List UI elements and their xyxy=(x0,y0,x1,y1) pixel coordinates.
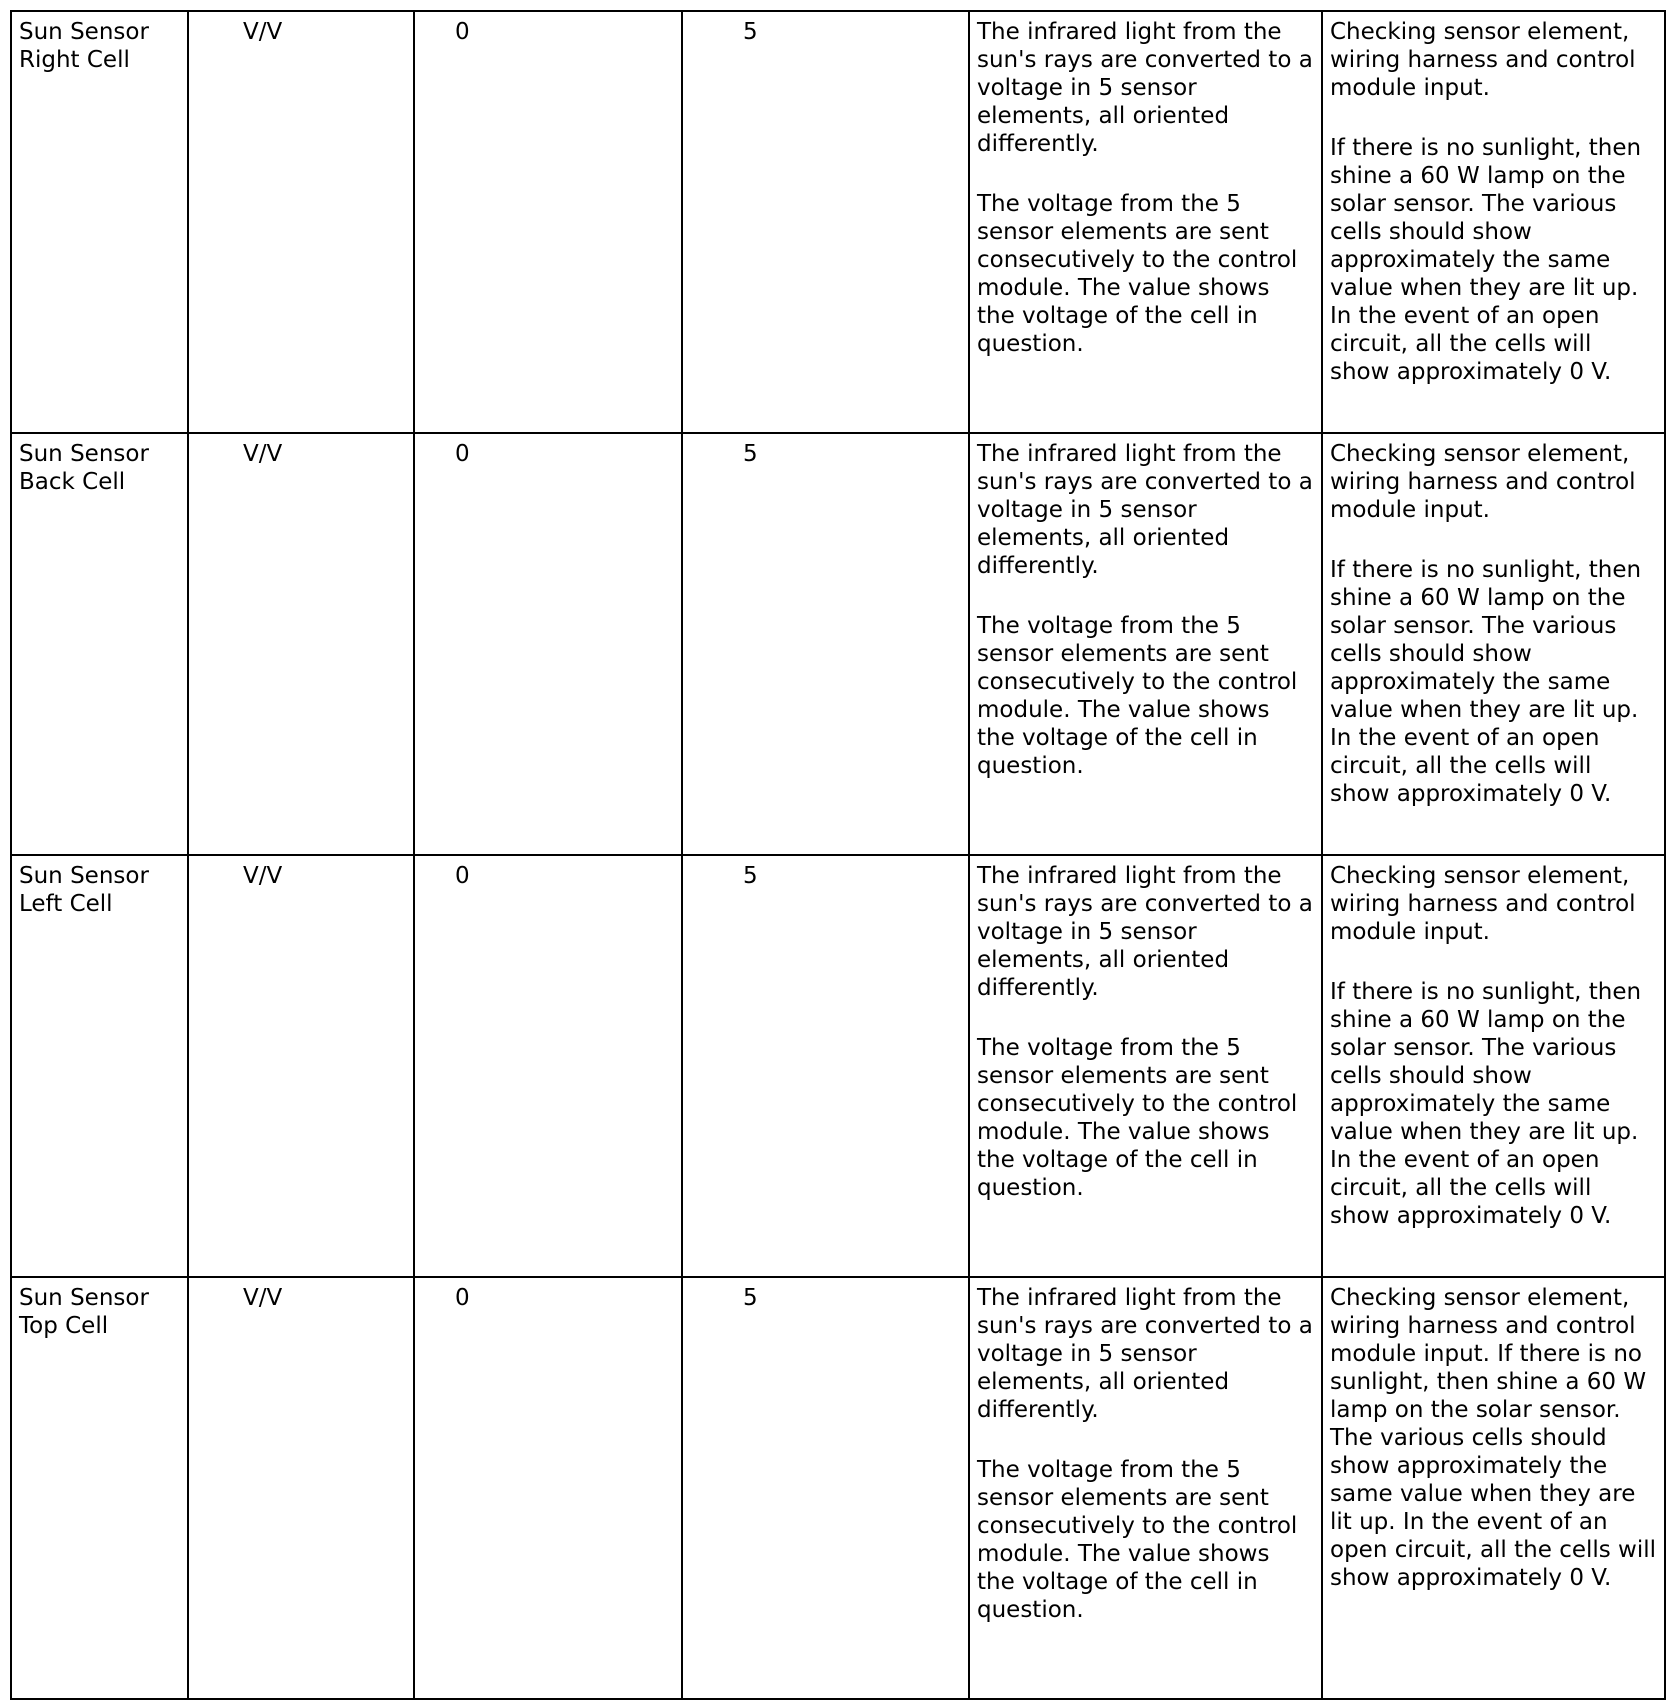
document-page xyxy=(10,10,1657,1698)
min-value-cell: 0 xyxy=(414,1277,682,1699)
table-row xyxy=(11,11,1665,433)
description-paragraph: The infrared light from the sun's rays are converted to a voltage in 5 sensor elements, all oriented differently. xyxy=(977,1285,1313,1423)
description-paragraph: The voltage from the 5 sensor elements are sent consecutively to the control module. The value shows the voltage of the cell in question. xyxy=(977,1457,1298,1623)
min-value-cell: 0 xyxy=(414,855,682,1277)
unit-cell: V/V xyxy=(188,433,414,855)
description-paragraph: The infrared light from the sun's rays are converted to a voltage in 5 sensor elements, all oriented differently. xyxy=(977,863,1313,1001)
table-row xyxy=(11,1277,1665,1699)
max-value-cell: 5 xyxy=(682,433,969,855)
test-paragraph: If there is no sunlight, then shine a 60 W lamp on the solar sensor. The various cells should show approximately the same value when they are lit up. In the event of an open circuit, all the cells will show approximately 0 V. xyxy=(1330,979,1642,1229)
description-cell xyxy=(969,855,1322,1277)
table-row xyxy=(11,433,1665,855)
test-instructions-cell xyxy=(1322,11,1665,433)
description-paragraph: The infrared light from the sun's rays are converted to a voltage in 5 sensor elements, all oriented differently. xyxy=(977,441,1313,579)
description-paragraph: The voltage from the 5 sensor elements are sent consecutively to the control module. The value shows the voltage of the cell in question. xyxy=(977,1035,1298,1201)
test-paragraph: Checking sensor element, wiring harness and control module input. If there is no sunlight, then shine a 60 W lamp on the solar sensor. The various cells should show approximately the same value when they are lit up. In the event of an open circuit, all the cells will show approximately 0 V. xyxy=(1330,1285,1657,1591)
sensor-parameter-table xyxy=(10,10,1666,1700)
max-value-cell: 5 xyxy=(682,11,969,433)
test-paragraph: Checking sensor element, wiring harness and control module input. xyxy=(1330,19,1636,101)
parameter-name-cell: Sun Sensor Back Cell xyxy=(11,433,188,855)
table-row xyxy=(11,855,1665,1277)
description-paragraph: The voltage from the 5 sensor elements are sent consecutively to the control module. The value shows the voltage of the cell in question. xyxy=(977,613,1298,779)
test-instructions-cell xyxy=(1322,855,1665,1277)
unit-cell: V/V xyxy=(188,11,414,433)
test-instructions-cell xyxy=(1322,433,1665,855)
unit-cell: V/V xyxy=(188,855,414,1277)
description-cell xyxy=(969,1277,1322,1699)
test-paragraph: If there is no sunlight, then shine a 60 W lamp on the solar sensor. The various cells should show approximately the same value when they are lit up. In the event of an open circuit, all the cells will show approximately 0 V. xyxy=(1330,557,1642,807)
min-value-cell: 0 xyxy=(414,433,682,855)
unit-cell: V/V xyxy=(188,1277,414,1699)
description-paragraph: The infrared light from the sun's rays are converted to a voltage in 5 sensor elements, all oriented differently. xyxy=(977,19,1313,157)
description-paragraph: The voltage from the 5 sensor elements are sent consecutively to the control module. The value shows the voltage of the cell in question. xyxy=(977,191,1298,357)
parameter-name-cell: Sun Sensor Right Cell xyxy=(11,11,188,433)
description-cell xyxy=(969,11,1322,433)
test-paragraph: Checking sensor element, wiring harness and control module input. xyxy=(1330,863,1636,945)
max-value-cell: 5 xyxy=(682,855,969,1277)
max-value-cell: 5 xyxy=(682,1277,969,1699)
parameter-name-cell: Sun Sensor Left Cell xyxy=(11,855,188,1277)
test-paragraph: Checking sensor element, wiring harness and control module input. xyxy=(1330,441,1636,523)
parameter-name-cell: Sun Sensor Top Cell xyxy=(11,1277,188,1699)
test-instructions-cell xyxy=(1322,1277,1665,1699)
description-cell xyxy=(969,433,1322,855)
min-value-cell: 0 xyxy=(414,11,682,433)
test-paragraph: If there is no sunlight, then shine a 60 W lamp on the solar sensor. The various cells should show approximately the same value when they are lit up. In the event of an open circuit, all the cells will show approximately 0 V. xyxy=(1330,135,1642,385)
